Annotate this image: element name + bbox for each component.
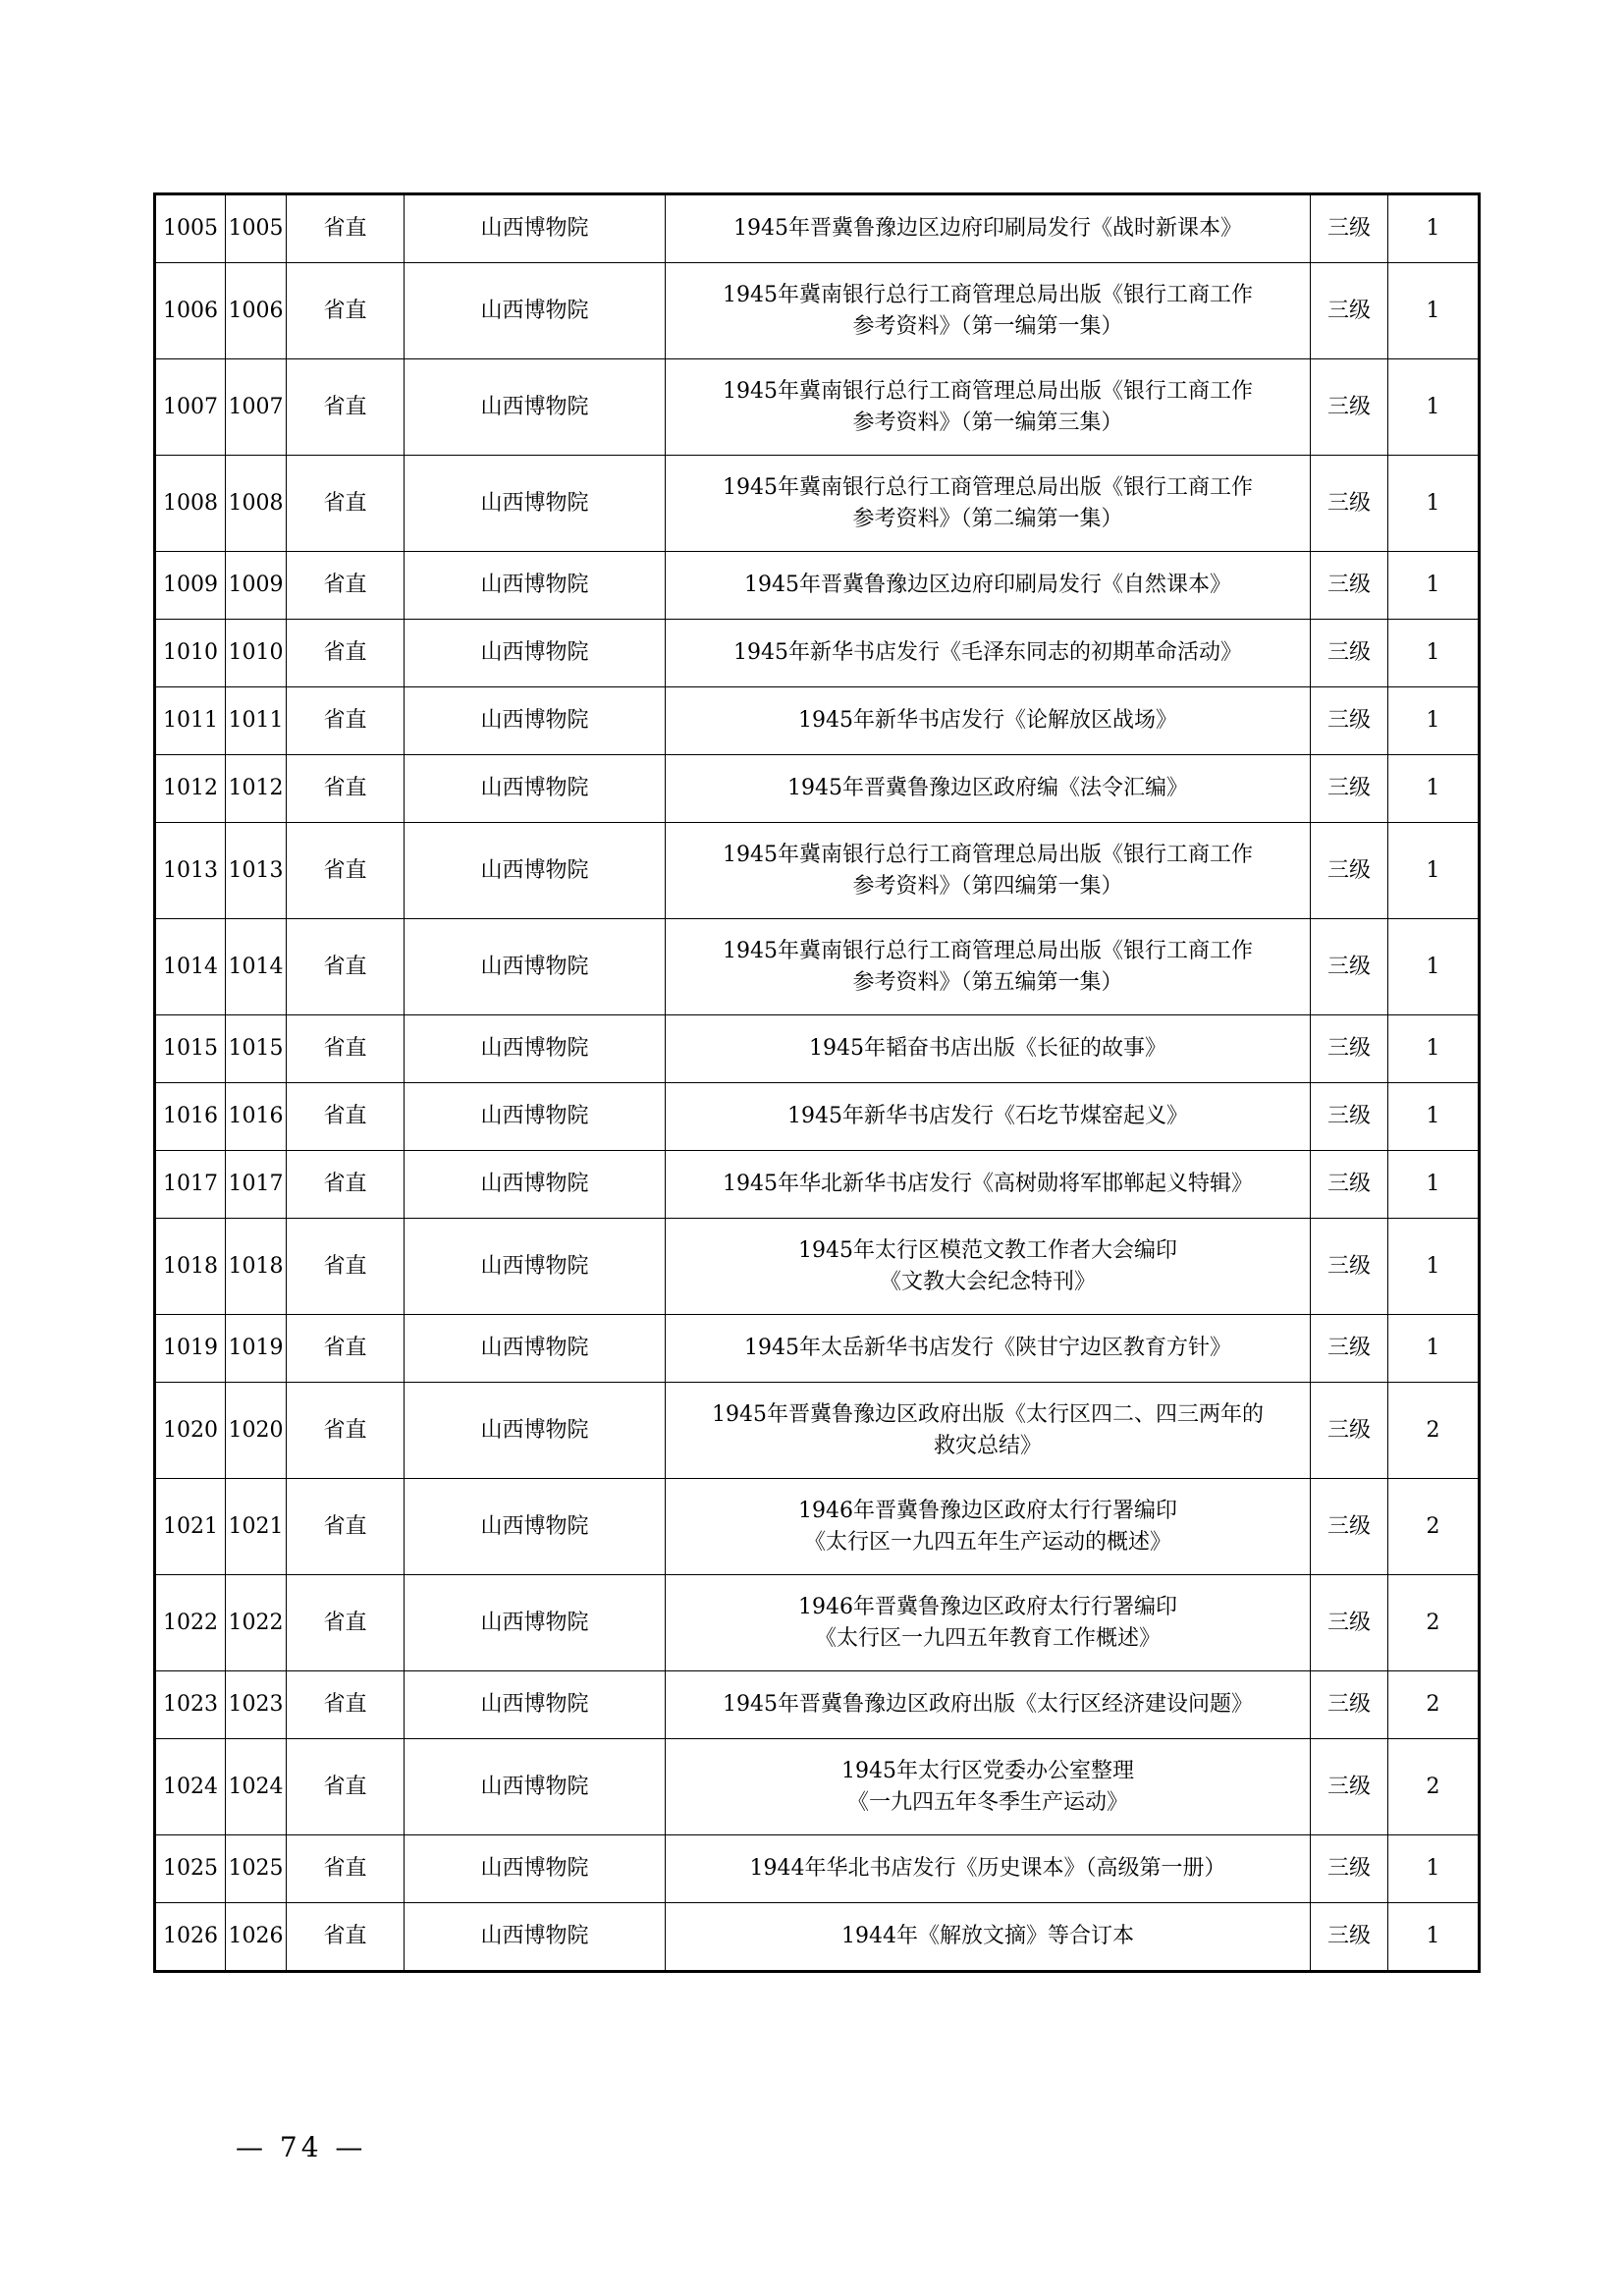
cell-unit: 山西博物院 [405,620,666,687]
cell-unit: 山西博物院 [405,1219,666,1315]
cell-unit: 山西博物院 [405,1151,666,1219]
cell-quantity: 1 [1388,263,1480,359]
cell-grade: 三级 [1311,1219,1388,1315]
cell-unit: 山西博物院 [405,456,666,552]
name-line: 参考资料》（第一编第一集） [852,313,1123,339]
cell-seq: 1008 [155,456,226,552]
cell-id: 1005 [226,194,287,263]
name-line: 《太行区一九四五年生产运动的概述》 [803,1529,1171,1555]
cell-id: 1006 [226,263,287,359]
cell-name [666,1015,1311,1083]
cell-unit: 山西博物院 [405,552,666,620]
name-line: 1945年冀南银行总行工商管理总局出版《银行工商工作 [723,842,1253,867]
table-row [155,194,1480,263]
cell-level: 省直 [287,1315,405,1383]
cell-level: 省直 [287,1835,405,1903]
name-line: 1945年冀南银行总行工商管理总局出版《银行工商工作 [723,938,1253,963]
cell-unit: 山西博物院 [405,1739,666,1835]
cell-grade: 三级 [1311,1575,1388,1671]
cell-level: 省直 [287,1015,405,1083]
cell-quantity: 1 [1388,1903,1480,1972]
table-row [155,1151,1480,1219]
cell-id: 1021 [226,1479,287,1575]
name-line: 《太行区一九四五年教育工作概述》 [814,1625,1161,1651]
table-row [155,552,1480,620]
cell-name [666,1575,1311,1671]
cell-quantity: 1 [1388,359,1480,456]
cell-grade: 三级 [1311,620,1388,687]
cell-name [666,1219,1311,1315]
table-row [155,1671,1480,1739]
cell-quantity: 2 [1388,1383,1480,1479]
cell-quantity: 1 [1388,194,1480,263]
cell-quantity: 1 [1388,552,1480,620]
name-line: 参考资料》（第二编第一集） [852,506,1123,531]
cell-id: 1026 [226,1903,287,1972]
cell-grade: 三级 [1311,194,1388,263]
cell-level: 省直 [287,263,405,359]
cell-seq: 1005 [155,194,226,263]
table-row [155,755,1480,823]
table-row [155,1835,1480,1903]
cell-quantity: 1 [1388,1015,1480,1083]
cell-unit: 山西博物院 [405,1383,666,1479]
cell-grade: 三级 [1311,1083,1388,1151]
cell-id: 1018 [226,1219,287,1315]
table-row [155,687,1480,755]
cell-level: 省直 [287,687,405,755]
cell-grade: 三级 [1311,1739,1388,1835]
name-line: 1945年晋冀鲁豫边区政府出版《太行区四二、四三两年的 [712,1401,1264,1427]
name-line: 救灾总结》 [933,1433,1042,1458]
cell-name [666,263,1311,359]
cell-id: 1022 [226,1575,287,1671]
table-row [155,1315,1480,1383]
cell-level: 省直 [287,1083,405,1151]
cell-level: 省直 [287,620,405,687]
cell-name [666,1479,1311,1575]
cell-id: 1012 [226,755,287,823]
cell-name [666,1671,1311,1739]
cell-quantity: 2 [1388,1671,1480,1739]
cell-grade: 三级 [1311,1479,1388,1575]
cell-id: 1007 [226,359,287,456]
table-row [155,620,1480,687]
cell-grade: 三级 [1311,823,1388,919]
cell-level: 省直 [287,1219,405,1315]
cell-unit: 山西博物院 [405,1835,666,1903]
cell-seq: 1022 [155,1575,226,1671]
cell-quantity: 1 [1388,620,1480,687]
cell-id: 1017 [226,1151,287,1219]
cell-seq: 1018 [155,1219,226,1315]
cell-quantity: 1 [1388,1315,1480,1383]
cell-seq: 1024 [155,1739,226,1835]
name-line: 1945年冀南银行总行工商管理总局出版《银行工商工作 [723,282,1253,307]
cell-unit: 山西博物院 [405,687,666,755]
cell-name [666,919,1311,1015]
name-line: 1945年太岳新华书店发行《陕甘宁边区教育方针》 [744,1336,1231,1360]
cell-seq: 1023 [155,1671,226,1739]
cell-id: 1011 [226,687,287,755]
table-body [155,194,1480,1972]
name-line: 1945年新华书店发行《毛泽东同志的初期革命活动》 [733,640,1242,665]
cell-unit: 山西博物院 [405,1903,666,1972]
cell-name [666,194,1311,263]
cell-seq: 1007 [155,359,226,456]
cell-level: 省直 [287,1479,405,1575]
cell-seq: 1011 [155,687,226,755]
cell-id: 1015 [226,1015,287,1083]
cell-name [666,552,1311,620]
cell-name [666,1903,1311,1972]
cell-name [666,687,1311,755]
name-line: 参考资料》（第一编第三集） [852,410,1123,435]
table-row [155,1479,1480,1575]
cell-seq: 1013 [155,823,226,919]
cell-grade: 三级 [1311,552,1388,620]
table-row [155,1903,1480,1972]
name-line: 1944年《解放文摘》等合订本 [841,1924,1134,1948]
cell-unit: 山西博物院 [405,1671,666,1739]
cell-quantity: 1 [1388,823,1480,919]
name-line: 1945年华北新华书店发行《高树勋将军邯郸起义特辑》 [723,1172,1253,1196]
cell-id: 1014 [226,919,287,1015]
cell-quantity: 2 [1388,1575,1480,1671]
table-row [155,823,1480,919]
cell-level: 省直 [287,1383,405,1479]
collection-table [153,192,1481,1973]
cell-quantity: 1 [1388,1151,1480,1219]
cell-id: 1020 [226,1383,287,1479]
table-row [155,1083,1480,1151]
cell-seq: 1006 [155,263,226,359]
cell-id: 1019 [226,1315,287,1383]
cell-unit: 山西博物院 [405,1315,666,1383]
name-line: 1945年晋冀鲁豫边区边府印刷局发行《自然课本》 [744,573,1231,597]
table-row [155,359,1480,456]
cell-seq: 1019 [155,1315,226,1383]
page-number: — 74 — [236,2131,367,2163]
table-row [155,456,1480,552]
cell-grade: 三级 [1311,755,1388,823]
cell-seq: 1021 [155,1479,226,1575]
name-line: 1944年华北书店发行《历史课本》（高级第一册） [749,1856,1226,1881]
cell-unit: 山西博物院 [405,1479,666,1575]
cell-quantity: 2 [1388,1479,1480,1575]
cell-unit: 山西博物院 [405,194,666,263]
cell-quantity: 1 [1388,1219,1480,1315]
cell-level: 省直 [287,552,405,620]
cell-grade: 三级 [1311,1015,1388,1083]
cell-unit: 山西博物院 [405,1083,666,1151]
cell-id: 1013 [226,823,287,919]
name-line: 1945年晋冀鲁豫边区边府印刷局发行《战时新课本》 [733,216,1242,241]
cell-name [666,359,1311,456]
cell-name [666,1083,1311,1151]
cell-name [666,1835,1311,1903]
cell-id: 1025 [226,1835,287,1903]
cell-level: 省直 [287,194,405,263]
cell-name [666,1383,1311,1479]
cell-level: 省直 [287,1903,405,1972]
cell-unit: 山西博物院 [405,359,666,456]
cell-quantity: 1 [1388,456,1480,552]
cell-grade: 三级 [1311,456,1388,552]
name-line: 参考资料》（第四编第一集） [852,873,1123,899]
cell-level: 省直 [287,823,405,919]
cell-seq: 1014 [155,919,226,1015]
name-line: 1945年冀南银行总行工商管理总局出版《银行工商工作 [723,474,1253,500]
cell-grade: 三级 [1311,687,1388,755]
cell-seq: 1017 [155,1151,226,1219]
name-line: 1945年太行区模范文教工作者大会编印 [798,1237,1177,1263]
name-line: 《文教大会纪念特刊》 [879,1269,1096,1294]
name-line: 1945年晋冀鲁豫边区政府出版《太行区经济建设问题》 [723,1692,1253,1717]
cell-unit: 山西博物院 [405,1015,666,1083]
cell-level: 省直 [287,919,405,1015]
cell-grade: 三级 [1311,1835,1388,1903]
cell-level: 省直 [287,1739,405,1835]
cell-unit: 山西博物院 [405,755,666,823]
name-line: 1945年韬奋书店出版《长征的故事》 [809,1036,1166,1061]
name-line: 1945年晋冀鲁豫边区政府编《法令汇编》 [787,776,1188,800]
cell-unit: 山西博物院 [405,263,666,359]
cell-grade: 三级 [1311,1671,1388,1739]
cell-grade: 三级 [1311,263,1388,359]
name-line: 参考资料》（第五编第一集） [852,969,1123,995]
cell-grade: 三级 [1311,359,1388,456]
cell-seq: 1026 [155,1903,226,1972]
cell-name [666,456,1311,552]
cell-quantity: 2 [1388,1739,1480,1835]
table-row [155,1219,1480,1315]
cell-id: 1016 [226,1083,287,1151]
cell-seq: 1020 [155,1383,226,1479]
name-line: 《一九四五年冬季生产运动》 [846,1789,1128,1815]
cell-name [666,1151,1311,1219]
cell-id: 1023 [226,1671,287,1739]
cell-quantity: 1 [1388,755,1480,823]
cell-grade: 三级 [1311,1383,1388,1479]
cell-seq: 1010 [155,620,226,687]
cell-quantity: 1 [1388,919,1480,1015]
name-line: 1945年冀南银行总行工商管理总局出版《银行工商工作 [723,378,1253,404]
cell-seq: 1015 [155,1015,226,1083]
cell-level: 省直 [287,755,405,823]
cell-id: 1024 [226,1739,287,1835]
cell-level: 省直 [287,456,405,552]
name-line: 1946年晋冀鲁豫边区政府太行行署编印 [798,1594,1177,1619]
cell-unit: 山西博物院 [405,823,666,919]
cell-quantity: 1 [1388,687,1480,755]
cell-name [666,755,1311,823]
cell-grade: 三级 [1311,919,1388,1015]
cell-quantity: 1 [1388,1083,1480,1151]
cell-unit: 山西博物院 [405,1575,666,1671]
cell-level: 省直 [287,1575,405,1671]
cell-grade: 三级 [1311,1315,1388,1383]
cell-seq: 1025 [155,1835,226,1903]
cell-quantity: 1 [1388,1835,1480,1903]
cell-id: 1008 [226,456,287,552]
name-line: 1945年太行区党委办公室整理 [841,1758,1134,1783]
cell-name [666,1739,1311,1835]
cell-level: 省直 [287,359,405,456]
cell-level: 省直 [287,1151,405,1219]
cell-seq: 1016 [155,1083,226,1151]
cell-grade: 三级 [1311,1903,1388,1972]
cell-name [666,1315,1311,1383]
cell-seq: 1012 [155,755,226,823]
name-line: 1946年晋冀鲁豫边区政府太行行署编印 [798,1498,1177,1523]
cell-id: 1010 [226,620,287,687]
cell-unit: 山西博物院 [405,919,666,1015]
cell-grade: 三级 [1311,1151,1388,1219]
table-row [155,1739,1480,1835]
table-row [155,919,1480,1015]
table-row [155,1383,1480,1479]
table-row [155,1575,1480,1671]
table-row [155,1015,1480,1083]
cell-seq: 1009 [155,552,226,620]
table-row [155,263,1480,359]
cell-id: 1009 [226,552,287,620]
name-line: 1945年新华书店发行《论解放区战场》 [798,708,1177,733]
cell-name [666,620,1311,687]
cell-name [666,823,1311,919]
cell-level: 省直 [287,1671,405,1739]
name-line: 1945年新华书店发行《石圪节煤窑起义》 [787,1104,1188,1128]
